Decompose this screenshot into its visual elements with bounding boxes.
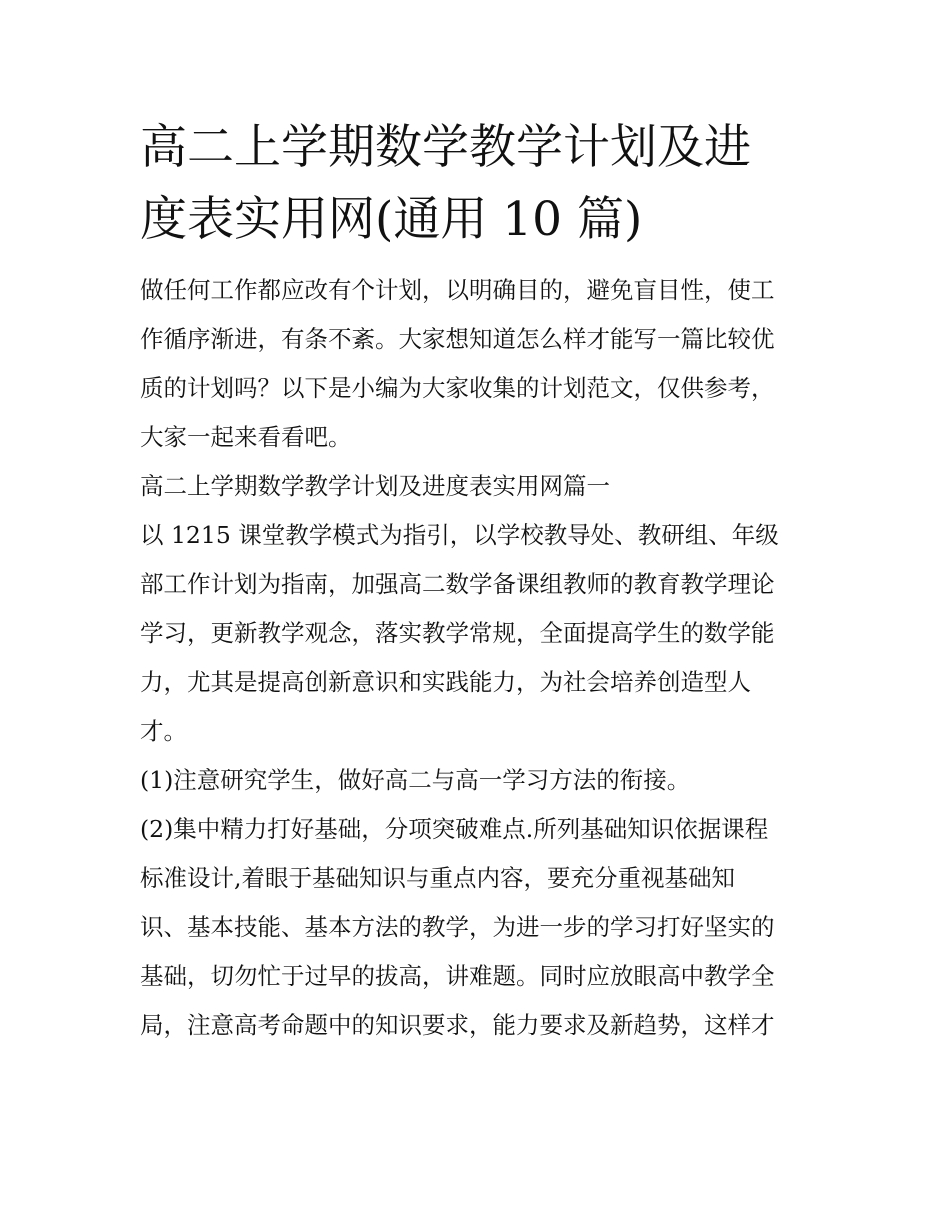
body-paragraph [140,511,820,756]
list-item-1 [140,756,820,805]
intro-line: 大家一起来看看吧。 [140,423,352,451]
list-item-line: 识、基本技能、基本方法的教学，为进一步的学习打好坚实的 [140,913,775,941]
intro-paragraph [140,266,820,462]
title-line-1: 高二上学期数学教学计划及进 [140,120,751,175]
body-line: 学习，更新教学观念，落实教学常规，全面提高学生的数学能 [140,619,775,647]
intro-line: 质的计划吗？以下是小编为大家收集的计划范文，仅供参考， [140,374,775,402]
document-title [140,112,820,256]
body-line: 部工作计划为指南，加强高二数学备课组教师的教育教学理论 [140,570,775,598]
title-line-2: 度表实用网(通用 10 篇) [140,192,643,247]
section-heading-text: 高二上学期数学教学计划及进度表实用网篇一 [140,472,610,500]
list-item-line: 标准设计,着眼于基础知识与重点内容，要充分重视基础知 [140,864,735,892]
body-line: 力，尤其是提高创新意识和实践能力，为社会培养创造型人 [140,668,751,696]
section-heading [140,462,820,511]
document-page [140,112,820,1050]
list-item-line: 局，注意高考命题中的知识要求，能力要求及新趋势，这样才 [140,1011,775,1039]
body-line: 才。 [140,717,187,745]
list-item-line: (1)注意研究学生，做好高二与高一学习方法的衔接。 [140,766,691,794]
intro-line: 做任何工作都应改有个计划，以明确目的，避免盲目性，使工 [140,276,775,304]
body-line: 以 1215 课堂教学模式为指引，以学校教导处、教研组、年级 [140,521,779,549]
list-item-line: (2)集中精力打好基础，分项突破难点.所列基础知识依据课程 [140,815,769,843]
list-item-line: 基础，切勿忙于过早的拔高，讲难题。同时应放眼高中教学全 [140,962,775,990]
list-item-2 [140,805,820,1050]
intro-line: 作循序渐进，有条不紊。大家想知道怎么样才能写一篇比较优 [140,325,775,353]
